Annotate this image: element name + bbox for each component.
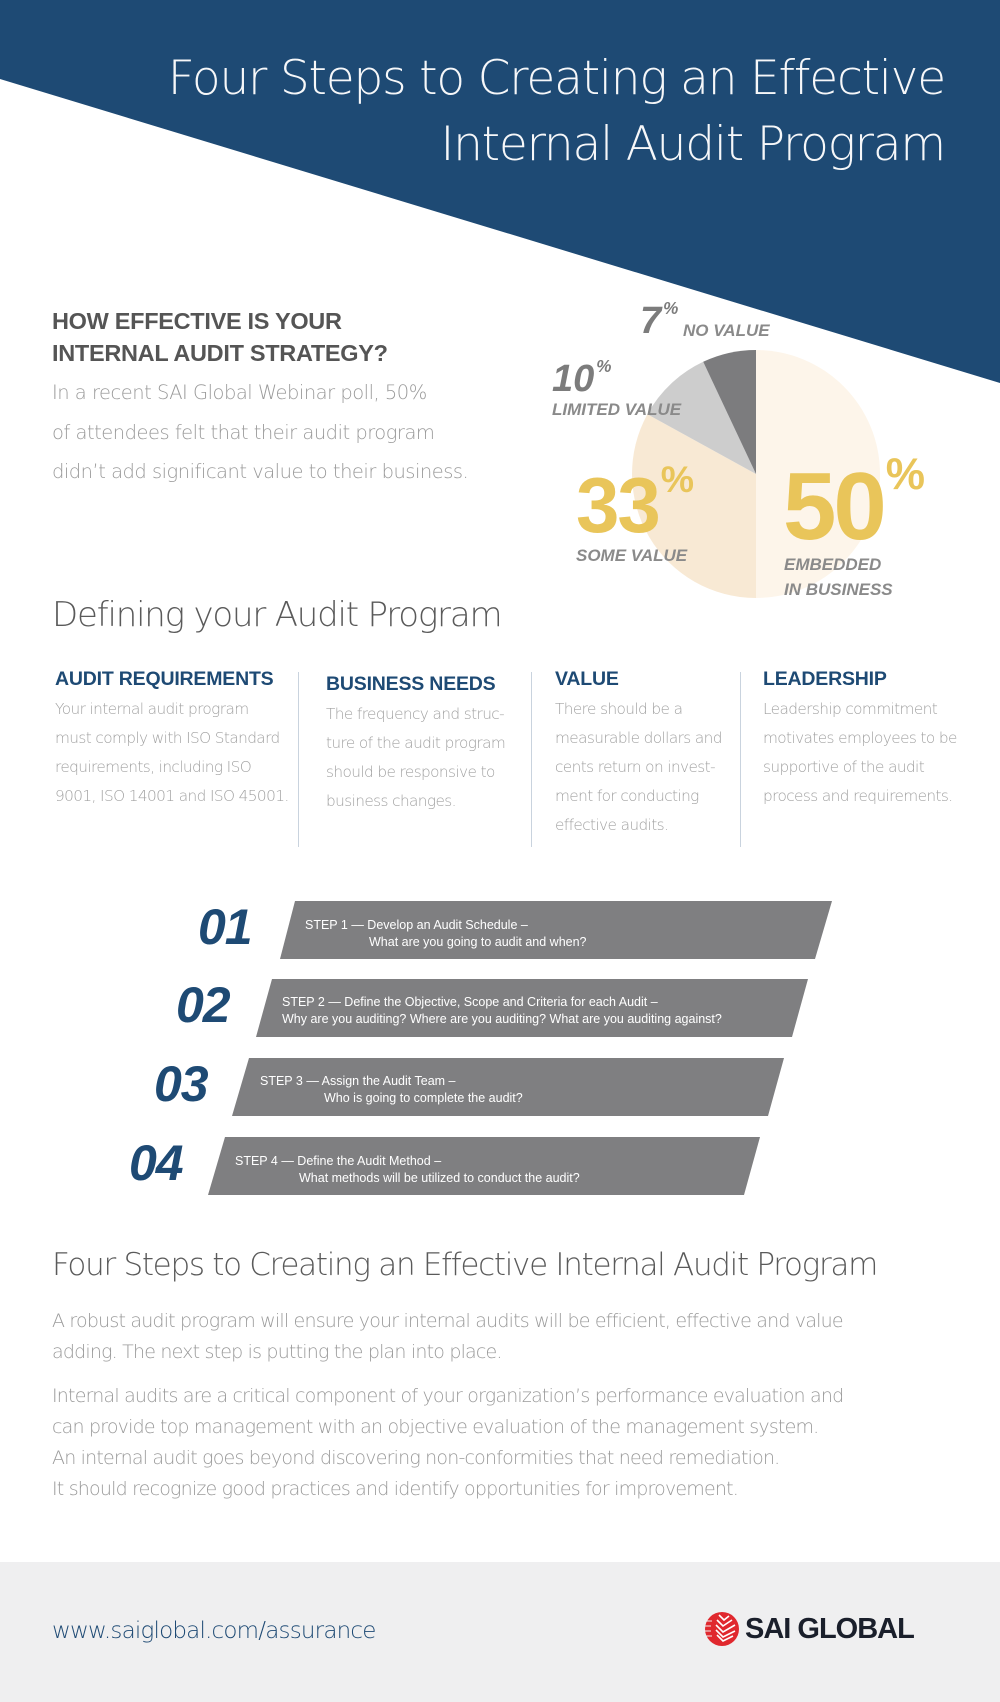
column-line: supportive of the audit: [763, 758, 925, 776]
summary-line: It should recognize good practices and identify opportunities for improvement.: [52, 1478, 739, 1500]
column-line: must comply with ISO Standard: [55, 729, 280, 747]
step-3-text: [260, 1073, 523, 1106]
column-line: cents return on invest-: [555, 758, 715, 776]
defining-section-title: Defining your Audit Program: [52, 595, 502, 635]
step-3-question: Who is going to complete the audit?: [324, 1090, 523, 1105]
summary-paragraph-1: [52, 1306, 972, 1368]
step-4-text: [235, 1153, 580, 1186]
step-2-question: Why are you auditing? Where are you auditing? What are you auditing against?: [282, 1011, 722, 1026]
step-4-number: 04: [129, 1135, 183, 1191]
pie-value-no-value: 7 %: [640, 299, 679, 342]
column-heading: VALUE: [555, 668, 619, 690]
step-1-title: STEP 1 — Develop an Audit Schedule –: [305, 918, 528, 932]
page-title-line1: Four Steps to Creating an Effective: [167, 51, 945, 106]
pie-label-embedded-line1: EMBEDDED: [784, 555, 882, 574]
summary-paragraph-2: [52, 1381, 972, 1505]
column-line: ture of the audit program: [326, 734, 506, 752]
column-line: requirements, including ISO: [55, 758, 252, 776]
step-3-title: STEP 3 — Assign the Audit Team –: [260, 1074, 456, 1088]
summary-line: A robust audit program will ensure your internal audits will be efficient, effective and value: [52, 1310, 843, 1332]
pie-value-some-value: 33%: [576, 458, 693, 549]
column-line: Leadership commitment: [763, 700, 938, 718]
footer: [0, 1562, 1000, 1702]
step-2-text: [282, 994, 722, 1027]
column-line: motivates employees to be: [763, 729, 957, 747]
column-heading: LEADERSHIP: [763, 668, 887, 690]
intro-heading-line1: HOW EFFECTIVE IS YOUR: [52, 308, 342, 334]
logo-text: SAI GLOBAL: [745, 1612, 914, 1645]
summary-line: adding. The next step is putting the plan into place.: [52, 1341, 502, 1363]
website-link[interactable]: www.saiglobal.com/assurance: [52, 1618, 376, 1644]
summary-line: can provide top management with an objective evaluation of the management system.: [52, 1416, 819, 1438]
column-line: business changes.: [326, 792, 456, 810]
pie-label-embedded-line2: IN BUSINESS: [784, 580, 893, 599]
column-heading: BUSINESS NEEDS: [326, 673, 496, 695]
column-line: ment for conducting: [555, 787, 699, 805]
pie-label-limited-value: LIMITED VALUE: [552, 400, 682, 419]
step-2-title: STEP 2 — Define the Objective, Scope and Criteria for each Audit –: [282, 995, 658, 1009]
step-1-question: What are you going to audit and when?: [369, 934, 587, 949]
intro-body-line3: didn’t add significant value to their business.: [52, 460, 469, 483]
column-line: should be responsive to: [326, 763, 495, 781]
step-2-number: 02: [176, 977, 230, 1033]
column-line: Your internal audit program: [55, 700, 249, 718]
page-title-line2: Internal Audit Program: [440, 117, 945, 172]
column-line: 9001, ISO 14001 and ISO 45001.: [55, 787, 289, 805]
summary-line: Internal audits are a critical component of your organization’s performance evaluation and: [52, 1385, 844, 1407]
step-3-number: 03: [154, 1056, 208, 1112]
column-line: There should be a: [555, 700, 683, 718]
summary-title: Four Steps to Creating an Effective Internal Audit Program: [52, 1247, 878, 1283]
step-1-number: 01: [198, 899, 252, 955]
step-4-title: STEP 4 — Define the Audit Method –: [235, 1154, 442, 1168]
pie-value-embedded: 50%: [783, 449, 923, 560]
step-1-text: [305, 917, 587, 950]
column-line: The frequency and struc-: [326, 705, 505, 723]
step-4-question: What methods will be utilized to conduct the audit?: [299, 1170, 580, 1185]
globe-logo-icon: [705, 1611, 739, 1647]
summary-line: An internal audit goes beyond discovering non-conformities that need remediation.: [52, 1447, 780, 1469]
column-line: effective audits.: [555, 816, 669, 834]
sai-global-logo[interactable]: [705, 1609, 914, 1649]
pie-value-limited-value: 10 %: [552, 357, 612, 400]
intro-body-line1: In a recent SAI Global Webinar poll, 50%: [52, 381, 427, 404]
column-heading: AUDIT REQUIREMENTS: [55, 668, 274, 690]
pie-label-some-value: SOME VALUE: [576, 546, 688, 565]
column-line: measurable dollars and: [555, 729, 722, 747]
intro-heading-line2: INTERNAL AUDIT STRATEGY?: [52, 340, 388, 366]
column-line: process and requirements.: [763, 787, 953, 805]
intro-body-line2: of attendees felt that their audit program: [52, 420, 435, 444]
pie-label-no-value: NO VALUE: [683, 321, 770, 340]
